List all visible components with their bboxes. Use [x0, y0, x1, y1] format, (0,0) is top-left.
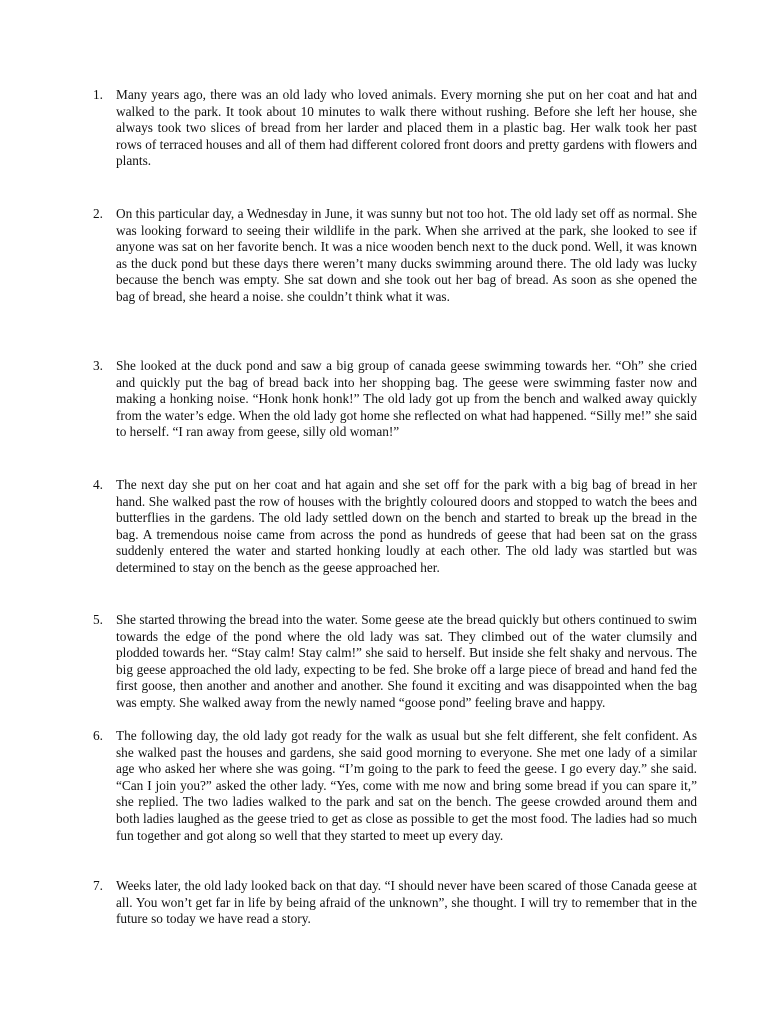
paragraph-text: She looked at the duck pond and saw a big group of canada geese swimming towards her. “Oh” she cried and quickly put the bag of bread back into her shopping bag. The geese were swimming faster now and making a honking noise. “Honk honk honk!” The old lady got up from the bench and walked away quickly from the water’s edge. When the old lady got home she reflected on what had happened. “Silly me!” she said to herself. “I ran away from geese, silly old woman!” — [116, 358, 697, 440]
paragraph-1 — [88, 87, 697, 170]
paragraph-2 — [88, 206, 697, 306]
paragraph-text: Weeks later, the old lady looked back on that day. “I should never have been scared of those Canada geese at all. You won’t get far in life by being afraid of the unknown”, she thought. I will try to remember that in the future so today we have read a story. — [116, 878, 697, 927]
paragraph-3 — [88, 358, 697, 441]
paragraph-number: 1. — [93, 87, 103, 102]
paragraph-4 — [88, 477, 697, 577]
paragraph-6 — [88, 728, 697, 844]
paragraph-text: On this particular day, a Wednesday in June, it was sunny but not too hot. The old lady set off as normal. She was looking forward to seeing their wildlife in the park. When she arrived at the park, she looked to see if anyone was sat on her favorite bench. It was a nice wooden bench next to the duck pond. Well, it was known as the duck pond but these days there weren’t many ducks swimming around there. The old lady was lucky because the bench was empty. She sat down and she took out her bag of bread. As soon as she opened the bag of bread, she heard a noise. she couldn’t think what it was. — [116, 206, 697, 304]
paragraph-number: 6. — [93, 728, 103, 743]
paragraph-text: The next day she put on her coat and hat again and she set off for the park with a big bag of bread in her hand. She walked past the row of houses with the brightly coloured doors and stopped to watch the bees and butterflies in the gardens. The old lady settled down on the bench and started to break up the bread in the bag. A tremendous noise came from across the pond as hundreds of geese that had been sat on the grass suddenly entered the water and started honking loudly at each other. The old lady was startled but was determined to stay on the bench as the geese approached her. — [116, 477, 697, 575]
paragraph-number: 3. — [93, 358, 103, 373]
paragraph-5 — [88, 612, 697, 712]
paragraph-7 — [88, 878, 697, 928]
paragraph-number: 5. — [93, 612, 103, 627]
paragraph-text: She started throwing the bread into the water. Some geese ate the bread quickly but others continued to swim towards the edge of the pond where the old lady was sat. They climbed out of the water clumsily and plodded towards her. “Stay calm! Stay calm!” she said to herself. But inside she felt shaky and nervous. The big geese approached the old lady, expecting to be fed. She broke off a large piece of bread and hand fed the first goose, then another and another and another. She found it exciting and was disappointed when the bag was empty. She walked away from the newly named “goose pond” feeling brave and happy. — [116, 612, 697, 710]
paragraph-number: 4. — [93, 477, 103, 492]
paragraph-text: The following day, the old lady got ready for the walk as usual but she felt different, she felt confident. As she walked past the houses and gardens, she said good morning to everyone. She met one lady of a similar age who asked her where she was going. “I’m going to the park to feed the geese. I go every day.” she said. “Can I join you?” asked the other lady. “Yes, come with me now and bring some bread if you can spare it,” she replied. The two ladies walked to the park and sat on the bench. The geese crowded around them and both ladies laughed as the geese tried to get as close as possible to get the most food. The ladies had so much fun together and got along so well that they started to meet up every day. — [116, 728, 697, 843]
paragraph-text: Many years ago, there was an old lady who loved animals. Every morning she put on her coat and hat and walked to the park. It took about 10 minutes to walk there without rushing. Before she left her house, she always took two slices of bread from her larder and placed them in a plastic bag. Her walk took her past rows of terraced houses and all of them had different colored front doors and pretty gardens with flowers and plants. — [116, 87, 697, 169]
paragraph-number: 2. — [93, 206, 103, 221]
paragraph-number: 7. — [93, 878, 103, 893]
